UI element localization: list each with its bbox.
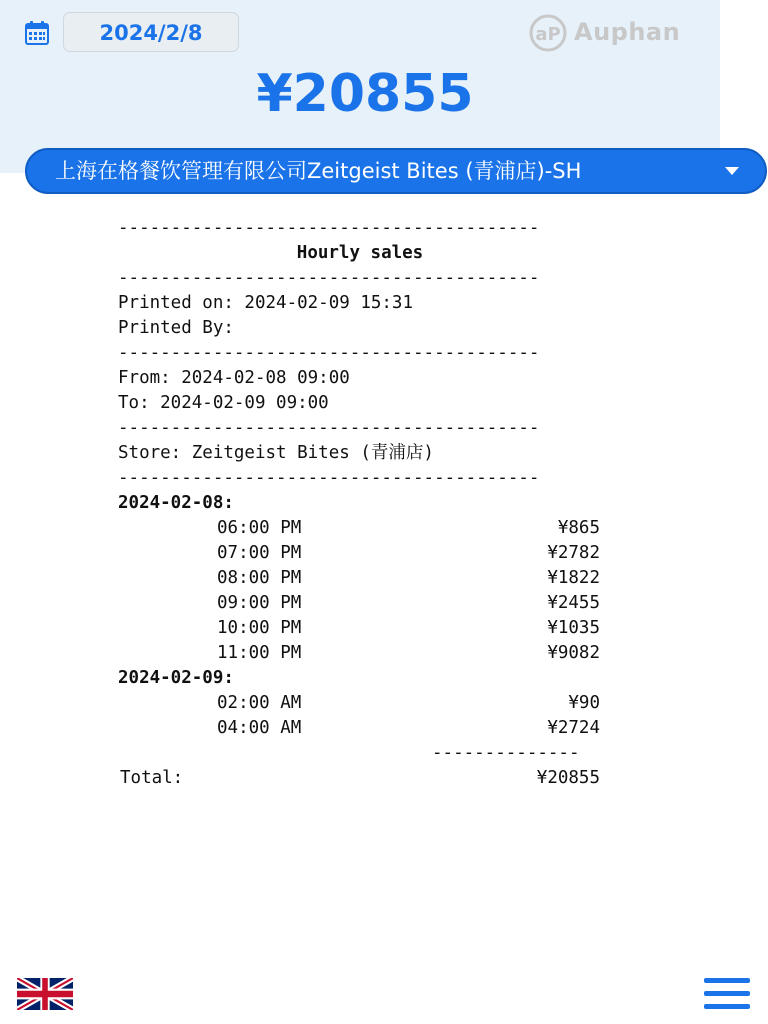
date-picker-button[interactable]: 2024/2/8 <box>63 12 239 52</box>
uk-flag-icon[interactable] <box>17 978 73 1010</box>
hour-row <box>118 566 602 591</box>
logo-text: Auphan <box>574 18 681 46</box>
report-rule: ---------------------------------------- <box>118 418 540 438</box>
auphan-logo-mark <box>528 14 570 52</box>
report-rule: ---------------------------------------- <box>118 343 540 363</box>
day-header: 2024-02-09: <box>118 668 234 688</box>
total-value: ¥20855 <box>536 768 600 788</box>
hour-label: 10:00 PM <box>217 618 302 638</box>
hour-label: 11:00 PM <box>217 643 302 663</box>
report-rule: ---------------------------------------- <box>118 468 540 488</box>
total-label: Total: <box>120 768 184 788</box>
hour-row <box>118 541 602 566</box>
subtotal-rule: -------------- <box>432 743 580 763</box>
calendar-icon[interactable] <box>25 21 49 45</box>
hour-row <box>118 591 602 616</box>
hour-label: 02:00 AM <box>217 693 302 713</box>
hour-amount: ¥2455 <box>547 593 600 613</box>
menu-bar <box>704 991 750 996</box>
hour-label: 06:00 PM <box>217 518 302 538</box>
store-selector-label: 上海在格餐饮管理有限公司Zeitgeist Bites (青浦店)-SH <box>55 159 582 183</box>
printed-by: Printed By: <box>118 318 234 338</box>
hour-amount: ¥1035 <box>547 618 600 638</box>
store-line: Store: Zeitgeist Bites (青浦店) <box>118 443 434 463</box>
hamburger-menu-icon[interactable] <box>704 978 750 1010</box>
subtotal-rule-row <box>118 741 602 766</box>
hour-amount: ¥2782 <box>547 543 600 563</box>
total-row <box>118 766 602 791</box>
hour-row <box>118 641 602 666</box>
hour-amount: ¥865 <box>557 518 600 538</box>
hour-amount: ¥90 <box>568 693 600 713</box>
hour-label: 07:00 PM <box>217 543 302 563</box>
printed-on: Printed on: 2024-02-09 15:31 <box>118 293 414 313</box>
report-rule: ---------------------------------------- <box>118 218 540 238</box>
hour-row <box>118 516 602 541</box>
hour-amount: ¥2724 <box>547 718 600 738</box>
day-header: 2024-02-08: <box>118 493 234 513</box>
hour-label: 08:00 PM <box>217 568 302 588</box>
store-selector-dropdown[interactable] <box>25 148 767 194</box>
period-to: To: 2024-02-09 09:00 <box>118 393 329 413</box>
hour-row <box>118 691 602 716</box>
hourly-sales-report <box>118 216 602 791</box>
menu-bar <box>704 1004 750 1009</box>
total-sales-amount: ¥20855 <box>256 64 474 124</box>
logo-mark-text: aP <box>535 24 561 45</box>
report-title: Hourly sales <box>296 243 424 263</box>
hour-amount: ¥9082 <box>547 643 600 663</box>
menu-bar <box>704 978 750 983</box>
caret-down-icon <box>725 167 739 175</box>
period-from: From: 2024-02-08 09:00 <box>118 368 350 388</box>
report-rule: ---------------------------------------- <box>118 268 540 288</box>
auphan-logo <box>528 14 698 52</box>
hour-row <box>118 616 602 641</box>
hour-row <box>118 716 602 741</box>
hour-label: 09:00 PM <box>217 593 302 613</box>
hour-amount: ¥1822 <box>547 568 600 588</box>
hour-label: 04:00 AM <box>217 718 302 738</box>
